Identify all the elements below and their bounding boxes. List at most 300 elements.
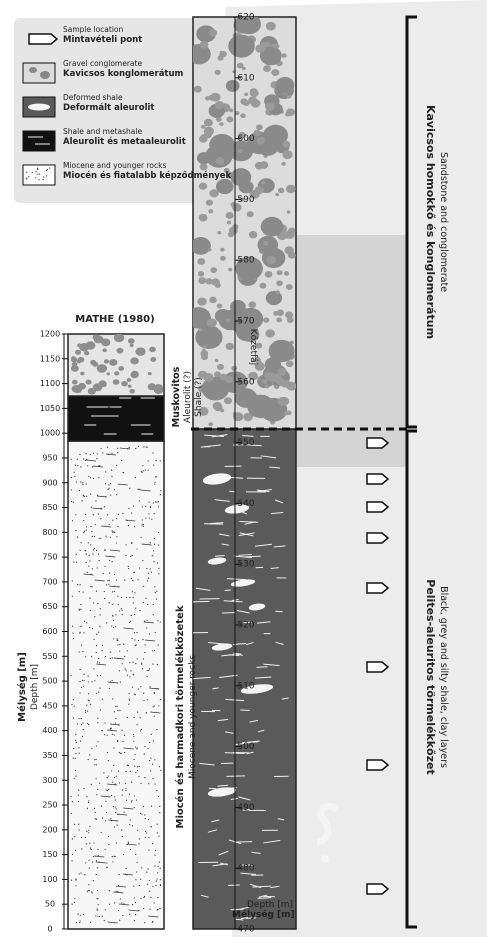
sand-dot [114,574,115,575]
sand-dot [77,536,78,537]
sand-dot [125,668,126,669]
sand-dot [113,627,114,628]
swatch-dot [46,175,47,176]
sand-dot [84,531,85,532]
sand-dot [115,799,116,800]
sand-dot [74,902,75,903]
pebble [214,404,223,412]
small-tick-label: 50 [44,899,56,909]
pebble [276,280,283,286]
sand-dot [88,542,89,543]
legend-flag-icon [29,34,57,44]
legend-label: Kavicsos konglomerátum [63,69,184,79]
sand-dot [80,915,81,916]
pebble [214,371,221,377]
pebble [256,124,263,130]
sand-dot [140,717,141,718]
main-tick-label: 510 [237,681,255,692]
sand-dot [143,524,144,525]
sand-dot [90,544,91,545]
sand-dot [156,476,157,477]
sand-dot [87,572,88,573]
sand-dot [156,880,157,881]
sand-dot [88,476,89,477]
sand-dot [155,501,156,502]
sand-dot [112,561,113,562]
sand-dot [132,686,133,687]
small-log-title: MATHE (1980) [75,314,155,325]
sand-dot [143,693,144,694]
sand-dot [115,626,116,627]
shale-line [257,667,268,668]
sand-dot [115,856,116,857]
sand-dot [112,604,113,605]
sand-dot [89,754,90,755]
sand-dot [111,476,112,477]
main-tick-label: 610 [237,73,255,84]
pebble [265,271,273,278]
sand-dot [152,921,153,922]
sand-dot [90,704,91,705]
zone-label: Kőzetfáj [248,328,258,366]
sand-dot [72,801,73,802]
sand-dot [123,472,124,473]
sand-dot [75,514,76,515]
sand-dot [97,567,98,568]
pebble [228,232,234,238]
sand-dot [113,806,114,807]
sand-dot [97,603,98,604]
sand-dot [152,650,153,651]
sand-dot [115,891,116,892]
sand-dot [129,662,130,663]
small-pebble [84,345,89,349]
sand-dot [83,520,84,521]
sand-dot [97,916,98,917]
pebble [247,395,274,418]
sand-dot [140,898,141,899]
sand-dot [150,758,151,759]
pebble [228,35,255,58]
small-unit-lower-en: Miocene and younger rocks [188,654,198,780]
sand-dot [102,452,103,453]
pebble [210,93,220,102]
sand-dot [153,502,154,503]
sand-dot [82,482,83,483]
small-tick-label: 300 [42,775,58,785]
sand-dot [146,568,147,569]
main-tick-label: 590 [237,194,255,205]
sand-dot [147,676,148,677]
sand-dot [116,638,117,639]
fold-dot [321,855,329,863]
sand-dot [129,447,130,448]
sand-dot [117,452,118,453]
sand-dot [94,764,95,765]
pebble [247,211,254,217]
sand-dot [75,734,76,735]
sand-dot [117,596,118,597]
legend-label: Mintavételi pont [63,35,143,45]
sand-dot [154,783,155,784]
sand-dot [152,843,153,844]
legend-sublabel: Shale and metashale [63,127,143,136]
sand-dot [85,453,86,454]
small-tick-label: 850 [42,503,58,513]
sand-dot [79,829,80,830]
sand-dot [92,628,93,629]
pebble [198,277,206,284]
sand-dot [130,670,131,671]
sand-dot [76,742,77,743]
sand-dot [71,880,72,881]
sand-dot [155,592,156,593]
sand-dot [157,872,158,873]
sand-dot [128,508,129,509]
sand-dot [150,506,151,507]
sand-dot [80,481,81,482]
sand-dot [105,550,106,551]
sand-dot [108,760,109,761]
sand-dot [145,446,146,447]
sand-dot [134,920,135,921]
sand-dot [90,922,91,923]
sand-dot [138,843,139,844]
small-pebble [129,389,134,394]
sand-dot [100,675,101,676]
sand-dot [95,812,96,813]
sand-dot [71,489,72,490]
upper-unit-label-hu: Kavicsos homokkő és konglomerátum [424,104,437,340]
sand-dot [158,544,159,545]
sand-dot [73,638,74,639]
swatch-dot [32,172,33,173]
sand-dot [142,519,143,520]
sand-dot [104,920,105,921]
shale-line [258,898,272,899]
sand-dot [131,543,132,544]
sand-dot [147,620,148,621]
sand-dot [143,658,144,659]
sand-dot [72,838,73,839]
pebble [206,200,213,206]
sand-dot [81,645,82,646]
sand-dot [72,596,73,597]
sand-dot [151,572,152,573]
sand-dot [90,610,91,611]
sand-dot [98,904,99,905]
sand-dot [116,542,117,543]
small-tick-label: 700 [42,577,58,587]
sand-dot [76,554,77,555]
sand-dot [135,663,136,664]
sand-dot [145,518,146,519]
sand-dot [154,482,155,483]
sand-dot [108,484,109,485]
sand-dot [135,902,136,903]
sand-dot [106,622,107,623]
sand-dot [75,885,76,886]
sand-dot [112,520,113,521]
sand-dot [122,794,123,795]
sand-dot [76,562,77,563]
sand-dot [148,578,149,579]
sand-dot [152,778,153,779]
sand-dot [82,680,83,681]
sand-dot [116,465,117,466]
swatch-dot [42,179,43,180]
sand-dot [93,639,94,640]
pebble [220,256,226,261]
pebble [197,258,205,265]
pebble [284,271,289,276]
sand-dot [79,753,80,754]
sand-dot [91,681,92,682]
pebble [240,113,245,118]
pebble [266,22,276,31]
sample-flag-icon [367,583,388,593]
small-pebble [106,372,110,375]
sand-dot [112,734,113,735]
sand-dot [121,730,122,731]
sand-dot [93,602,94,603]
sand-dot [117,741,118,742]
sand-dot [117,526,118,527]
sand-dot [158,835,159,836]
sand-dot [124,656,125,657]
sand-dot [107,777,108,778]
small-pebble [114,371,119,375]
sand-dot [83,729,84,730]
sand-dot [88,724,89,725]
sand-dot [117,640,118,641]
pebble [261,379,267,384]
sand-dot [133,674,134,675]
sand-dot [72,903,73,904]
sand-dot [102,916,103,917]
sand-dot [157,562,158,563]
sand-dot [147,748,148,749]
pebble [283,411,288,416]
sand-dot [82,651,83,652]
sand-dot [104,722,105,723]
sand-dot [129,699,130,700]
sand-dot [91,586,92,587]
sand-dot [136,800,137,801]
pebble [263,317,269,322]
sand-dot [132,580,133,581]
sand-dot [86,483,87,484]
sand-dot [151,826,152,827]
sand-dot [109,602,110,603]
sand-dot [79,692,80,693]
sand-dot [83,632,84,633]
sand-dot [75,850,76,851]
sand-dot [154,586,155,587]
swatch-pebble [29,67,37,73]
swatch-dot [28,176,29,177]
sand-dot [94,808,95,809]
sand-dot [117,448,118,449]
sand-dot [94,536,95,537]
sand-dot [160,770,161,771]
sand-dot [97,661,98,662]
sand-dot [151,519,152,520]
sand-dot [84,788,85,789]
pebble [286,185,296,193]
sand-dot [143,586,144,587]
pebble [282,53,287,57]
swatch-lens [28,104,50,111]
sand-dot [100,709,101,710]
sand-dot [88,884,89,885]
sand-dot [129,597,130,598]
sand-dot [154,865,155,866]
sand-dot [70,675,71,676]
sand-dot [99,916,100,917]
sand-dot [107,514,108,515]
small-pebble [88,388,96,395]
sand-dot [105,909,106,910]
sand-dot [129,914,130,915]
pebble [238,149,243,153]
sand-dot [114,711,115,712]
sand-dot [79,873,80,874]
sand-dot [134,694,135,695]
sand-dot [129,488,130,489]
sand-dot [138,688,139,689]
sand-dot [92,568,93,569]
sand-dot [131,800,132,801]
pebble [217,364,224,370]
pebble [227,221,231,225]
sand-dot [121,608,122,609]
sand-dot [111,453,112,454]
sand-dot [140,686,141,687]
sand-dot [96,764,97,765]
sand-dot [93,549,94,550]
sand-dot [79,610,80,611]
pebble [287,95,291,99]
small-tick-label: 250 [42,800,58,810]
sand-dot [157,824,158,825]
sand-dot [126,800,127,801]
sand-dot [110,658,111,659]
sand-dot [139,885,140,886]
sand-dot [88,890,89,891]
sand-dot [137,489,138,490]
sand-dot [80,669,81,670]
sand-dot [121,753,122,754]
sand-dot [94,759,95,760]
sand-dot [102,699,103,700]
swatch-dot [49,167,50,168]
sand-dot [88,832,89,833]
small-unit-upper-en-1: Aleurolit (?) [183,370,193,424]
sand-dot [143,700,144,701]
small-tick-label: 450 [42,701,58,711]
sand-dot [121,597,122,598]
sand-dot [116,842,117,843]
sand-dot [131,578,132,579]
main-axis-title-en: Depth [m] [247,900,294,910]
sand-dot [150,770,151,771]
sand-dot [105,656,106,657]
sand-dot [158,796,159,797]
sand-dot [123,854,124,855]
sand-dot [105,801,106,802]
pebble [208,422,213,426]
sand-dot [141,472,142,473]
sand-dot [114,777,115,778]
sand-dot [100,518,101,519]
sand-dot [155,850,156,851]
sand-dot [141,664,142,665]
sand-dot [106,867,107,868]
pebble [244,93,248,96]
pebble [261,217,284,237]
sand-dot [85,514,86,515]
sand-dot [98,632,99,633]
sand-dot [112,861,113,862]
swatch-dot [43,176,44,177]
pebble [286,361,293,368]
pebble [203,345,208,349]
main-tick-label: 580 [237,255,255,266]
small-pebble [135,347,145,356]
sand-dot [141,471,142,472]
sand-dot [143,897,144,898]
sand-dot [123,644,124,645]
sand-dot [89,826,90,827]
sand-dot [134,592,135,593]
sand-dot [115,806,116,807]
sand-dot [85,712,86,713]
sand-dot [160,621,161,622]
sand-dot [125,555,126,556]
sand-dot [111,770,112,771]
pebble [271,69,279,76]
sand-dot [81,625,82,626]
sand-dot [114,902,115,903]
pebble [215,101,224,109]
sand-dot [77,584,78,585]
sand-dot [118,604,119,605]
sand-dot [145,837,146,838]
sand-dot [97,789,98,790]
sand-dot [81,687,82,688]
sand-dot [140,783,141,784]
sand-dot [97,741,98,742]
sand-dot [134,766,135,767]
sand-dot [117,644,118,645]
sand-dot [96,693,97,694]
sand-dot [149,742,150,743]
sand-dot [158,705,159,706]
sand-dot [115,812,116,813]
sand-dot [122,610,123,611]
sand-dot [116,579,117,580]
sand-dot [116,776,117,777]
sand-dot [148,670,149,671]
sand-dot [116,536,117,537]
sand-dot [153,604,154,605]
sand-dot [110,818,111,819]
pebble [186,307,211,328]
small-tick-label: 500 [42,676,58,686]
sand-dot [129,693,130,694]
small-tick-label: 150 [42,850,58,860]
